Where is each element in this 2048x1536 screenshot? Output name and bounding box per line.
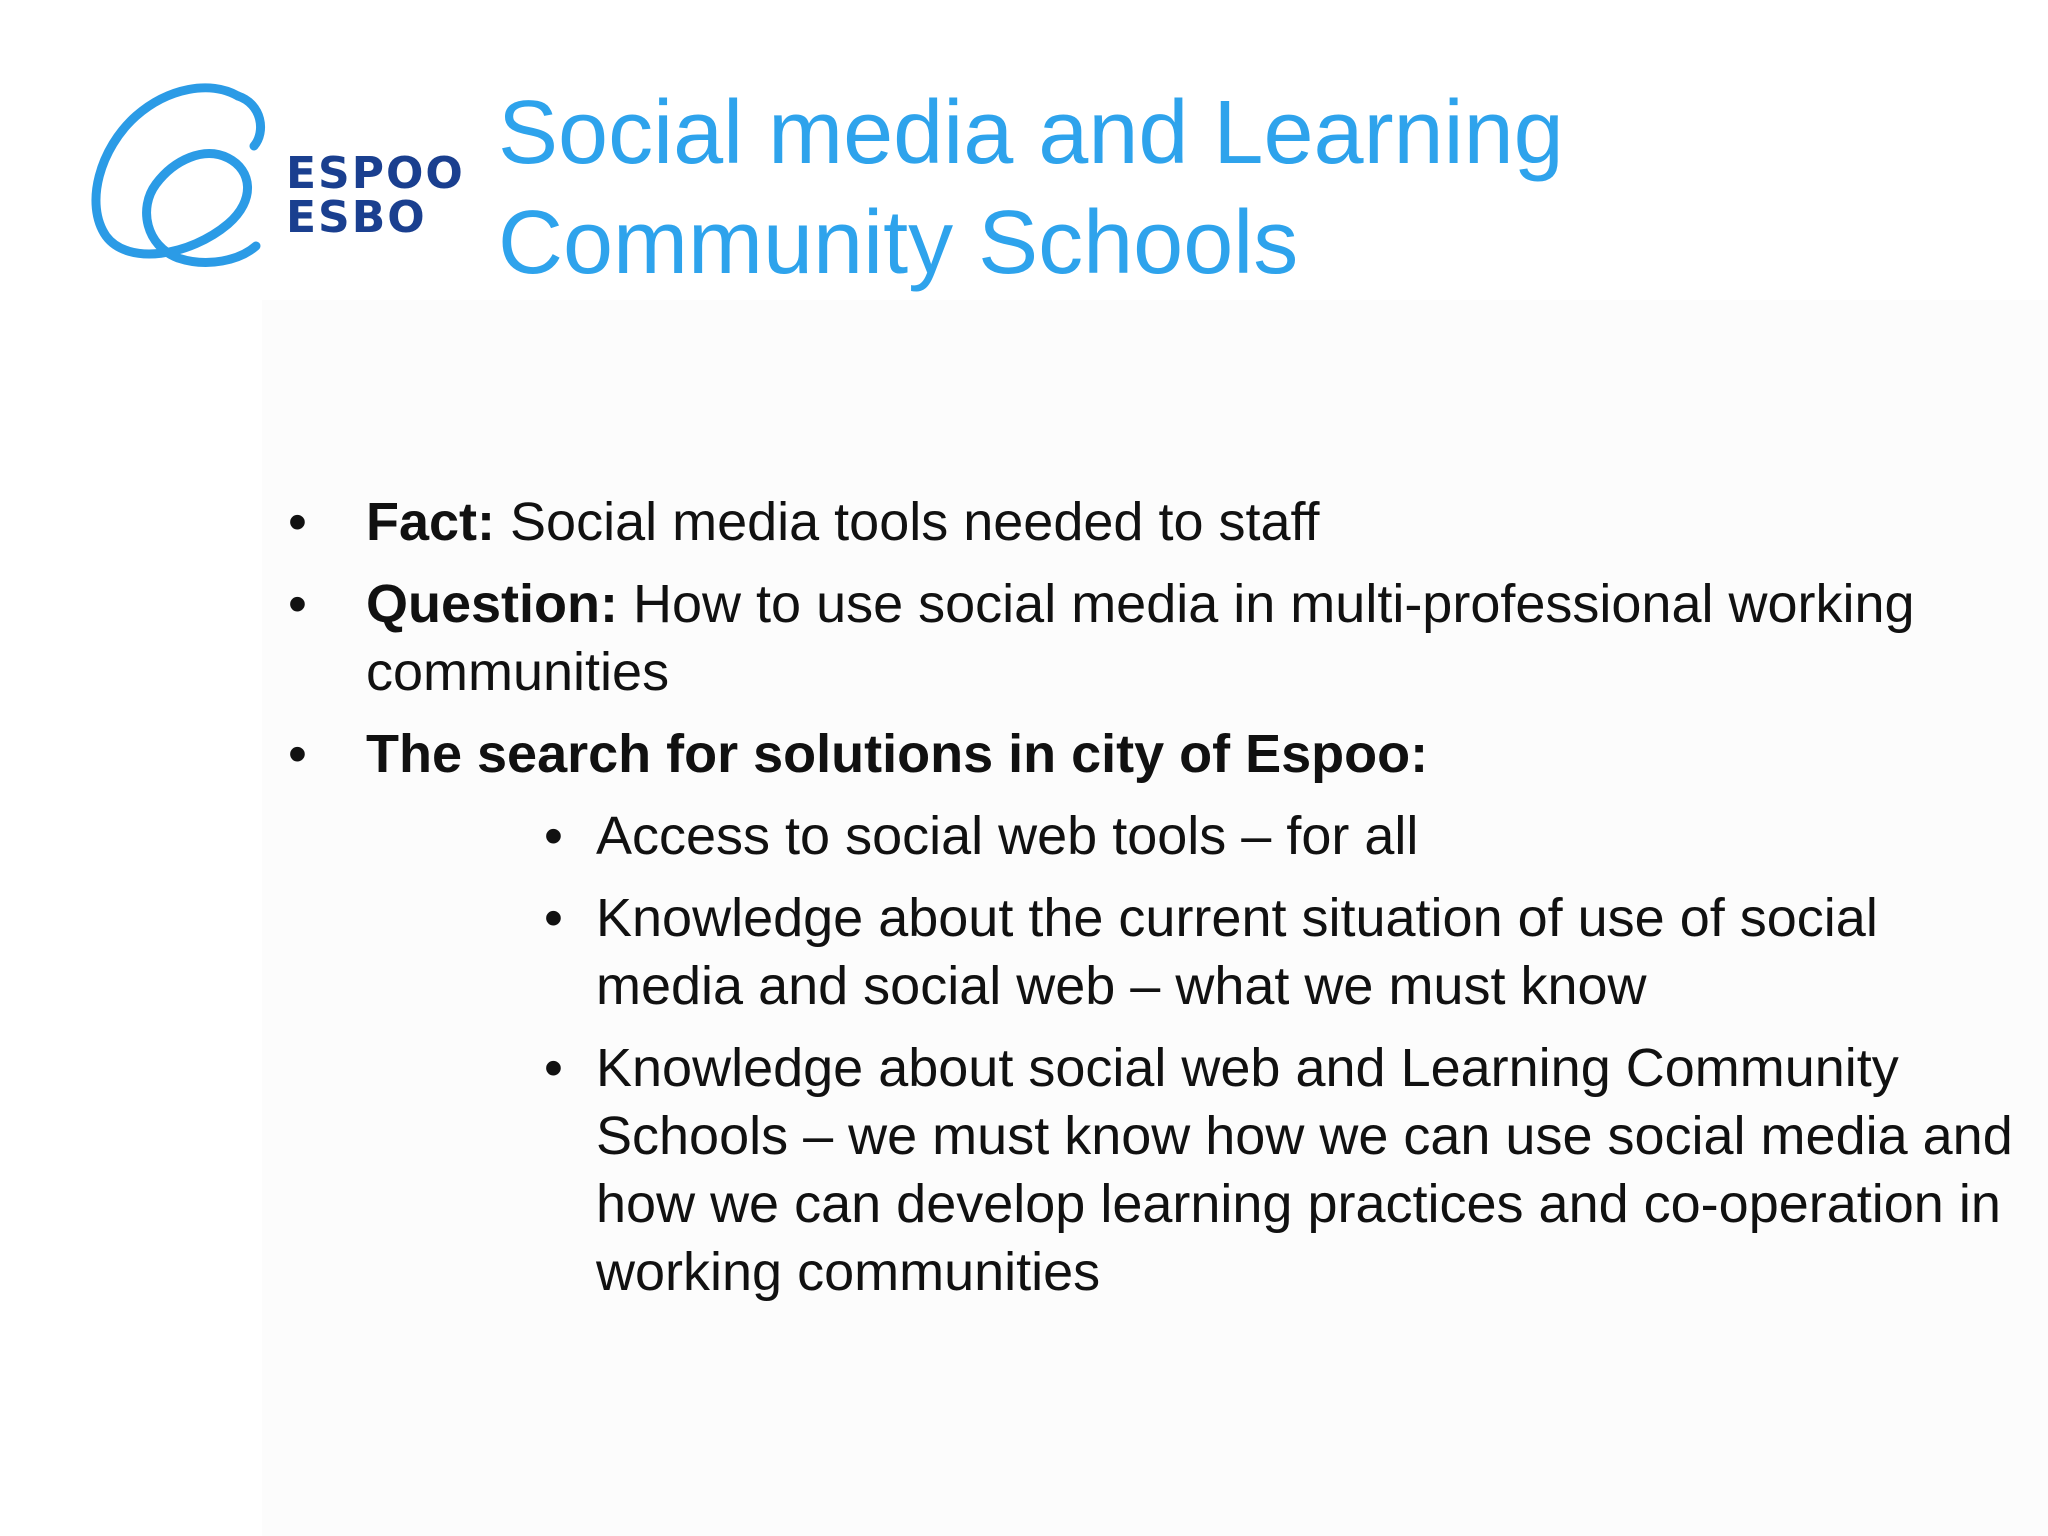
bullet-dot-icon: •: [288, 724, 307, 784]
bullet-item-question: [288, 570, 2028, 706]
bullet-dot-icon: •: [288, 574, 307, 634]
sub-bullet-text: Access to social web tools – for all: [596, 806, 1419, 866]
sub-bullet-text: Knowledge about social web and Learning Community Schools – we must know how we can use social media and how we can develop learning practices and co-operation in working communities: [596, 1038, 2013, 1302]
bullet-dot-icon: •: [544, 888, 563, 948]
sub-bullet-list: [366, 802, 2028, 1306]
bullet-list: [288, 488, 2028, 1320]
sub-bullet-item: [544, 802, 2028, 870]
logo-text: [286, 148, 465, 243]
bullet-label: Fact:: [366, 492, 496, 552]
sub-bullet-text: Knowledge about the current situation of use of social media and social web – what we must know: [596, 888, 1878, 1016]
bullet-dot-icon: •: [544, 1038, 563, 1098]
bullet-item-search: [288, 720, 2028, 1306]
bullet-label: The search for solutions in city of Espoo:: [366, 724, 1429, 784]
bullet-label: Question:: [366, 574, 618, 634]
title-line-1: Social media and Learning: [498, 83, 1564, 183]
bullet-dot-icon: •: [288, 492, 307, 552]
sub-bullet-item: [544, 884, 2028, 1020]
bullet-item-fact: [288, 488, 2028, 556]
sub-bullet-item: [544, 1034, 2028, 1306]
slide-title: [498, 78, 1564, 298]
logo-line-esbo: ESBO: [286, 192, 427, 243]
logo-line-espoo: ESPOO: [286, 148, 465, 199]
bullet-text: Social media tools needed to staff: [495, 492, 1320, 552]
espoo-logo: [78, 74, 465, 274]
bullet-dot-icon: •: [544, 806, 563, 866]
bullet-text: How to use social media in multi-professional working communities: [366, 574, 1915, 702]
title-line-2: Community Schools: [498, 193, 1299, 293]
espoo-swirl-logo-icon: [78, 74, 278, 274]
